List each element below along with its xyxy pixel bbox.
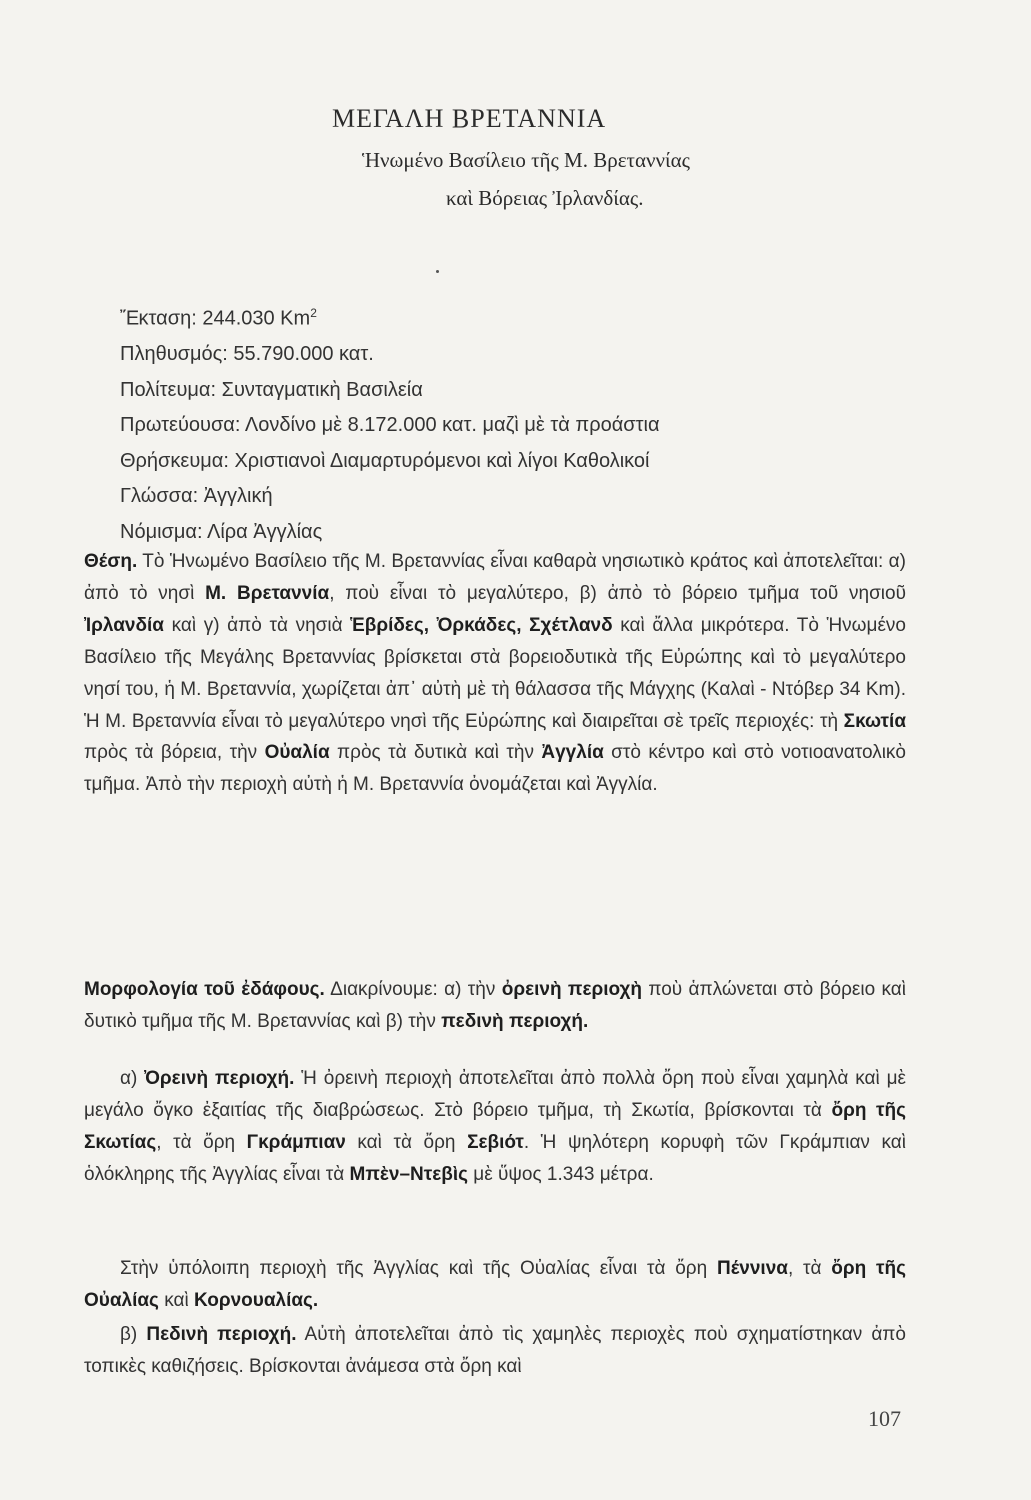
- subtitle-line-1: Ἡνωμένο Βασίλειο τῆς Μ. Βρεταννίας: [362, 148, 690, 172]
- section-heading-position: Θέση.: [84, 551, 138, 572]
- fact-currency: Νόμισμα: Λίρα Ἀγγλίας: [120, 520, 323, 543]
- ink-dot: [436, 270, 439, 273]
- fact-population: Πληθυσμός: 55.790.000 κατ.: [120, 343, 374, 366]
- fact-government: Πολίτευμα: Συνταγματικὴ Βασιλεία: [120, 378, 423, 401]
- fact-capital: Πρωτεύουσα: Λονδίνο μὲ 8.172.000 κατ. μαζὶ μὲ τὰ προάστια: [120, 414, 660, 437]
- subheading-mountainous: Ὀρεινὴ περιοχή.: [144, 1068, 295, 1089]
- paragraph-morphology: Μορφολογία τοῦ ἐδάφους. Διακρίνουμε: α) τὴν ὀρεινὴ περιοχὴ ποὺ ἁπλώνεται στὸ βόρειο καὶ δυτικὸ τμῆμα τῆς Μ. Βρεταννίας καὶ β) τὴν πεδινὴ περιοχή.: [84, 979, 907, 1032]
- subheading-lowland: Πεδινὴ περιοχή.: [146, 1324, 297, 1345]
- section-heading-morphology: Μορφολογία τοῦ ἐδάφους.: [84, 979, 325, 1000]
- fact-religion: Θρήσκευμα: Χριστιανοὶ Διαμαρτυρόμενοι καὶ λίγοι Καθολικοί: [120, 449, 650, 472]
- page-title: ΜΕΓΑΛΗ ΒΡΕΤΑΝΝΙΑ: [332, 104, 607, 133]
- fact-area: Ἔκταση: 244.030 Km$^2$: [120, 306, 317, 330]
- paragraph-lowland-region: β) Πεδινὴ περιοχή. Αὐτὴ ἀποτελεῖται ἀπὸ τὶς χαμηλὲς περιοχὲς ποὺ σχηματίστηκαν ἀπὸ τοπικὲς καθιζήσεις. Βρίσκονται ἀνάμεσα στὰ ὄρη καὶ: [84, 1324, 906, 1377]
- page-number: 107: [868, 1406, 901, 1431]
- paragraph-position: Θέση. Τὸ Ἡνωμένο Βασίλειο τῆς Μ. Βρεταννίας εἶναι καθαρὰ νησιωτικὸ κράτος καὶ ἀποτελεῖται: α) ἀπὸ τὸ νησὶ Μ. Βρεταννία, ποὺ εἶναι τὸ μεγαλύτερο, β) ἀπὸ τὸ βόρειο τμῆμα τοῦ νησιοῦ Ἰρλανδία καὶ γ) ἀπὸ τὰ νησιὰ Ἑβρίδες, Ὀρκάδες, Σχέτλανδ καὶ ἄλλα μικρότερα. Τὸ Ἡνωμένο Βασίλειο τῆς Μεγάλης Βρεταννίας βρίσκεται στὰ βορειοδυτικὰ τῆς Εὐρώπης καὶ τὸ μεγαλύτερο νησί του, ἡ Μ. Βρεταννία, χωρίζεται ἀπ᾽ αὐτὴ μὲ τὴ θάλασσα τῆς Μάγχης (Καλαὶ - Ντόβερ 34 Km). Ἡ Μ. Βρεταννία εἶναι τὸ μεγαλύτερο νησὶ τῆς Εὐρώπης καὶ διαιρεῖται σὲ τρεῖς περιοχές: τὴ Σκωτία πρὸς τὰ βόρεια, τὴν Οὐαλία πρὸς τὰ δυτικὰ καὶ τὴν Ἀγγλία στὸ κέντρο καὶ στὸ νοτιοανατολικὸ τμῆμα. Ἀπὸ τὴν περιοχὴ αὐτὴ ἡ Μ. Βρεταννία ὀνομάζεται καὶ Ἀγγλία.: [84, 551, 907, 796]
- paragraph-mountainous-region: α) Ὀρεινὴ περιοχή. Ἡ ὀρεινὴ περιοχὴ ἀποτελεῖται ἀπὸ πολλὰ ὄρη ποὺ εἶναι χαμηλὰ καὶ μὲ μεγάλο ὄγκο ἐξαιτίας τῆς διαβρώσεως. Στὸ βόρειο τμῆμα, τὴ Σκωτία, βρίσκονται τὰ ὄρη τῆς Σκωτίας, τὰ ὄρη Γκράμπιαν καὶ τὰ ὄρη Σεβιότ. Ἡ ψηλότερη κορυφὴ τῶν Γκράμπιαν καὶ ὁλόκληρης τῆς Ἀγγλίας εἶναι τὰ Μπὲν–Ντεβὶς μὲ ὕψος 1.343 μέτρα.: [84, 1068, 907, 1185]
- fact-language: Γλώσσα: Ἀγγλική: [120, 485, 273, 508]
- paragraph-other-mountains: Στὴν ὑπόλοιπη περιοχὴ τῆς Ἀγγλίας καὶ τῆς Οὐαλίας εἶναι τὰ ὄρη Πέννινα, τὰ ὄρη τῆς Οὐαλίας καὶ Κορνουαλίας.: [84, 1258, 907, 1311]
- facts-list: [120, 296, 660, 550]
- subtitle-line-2: καὶ Βόρειας Ἰρλανδίας.: [446, 186, 644, 210]
